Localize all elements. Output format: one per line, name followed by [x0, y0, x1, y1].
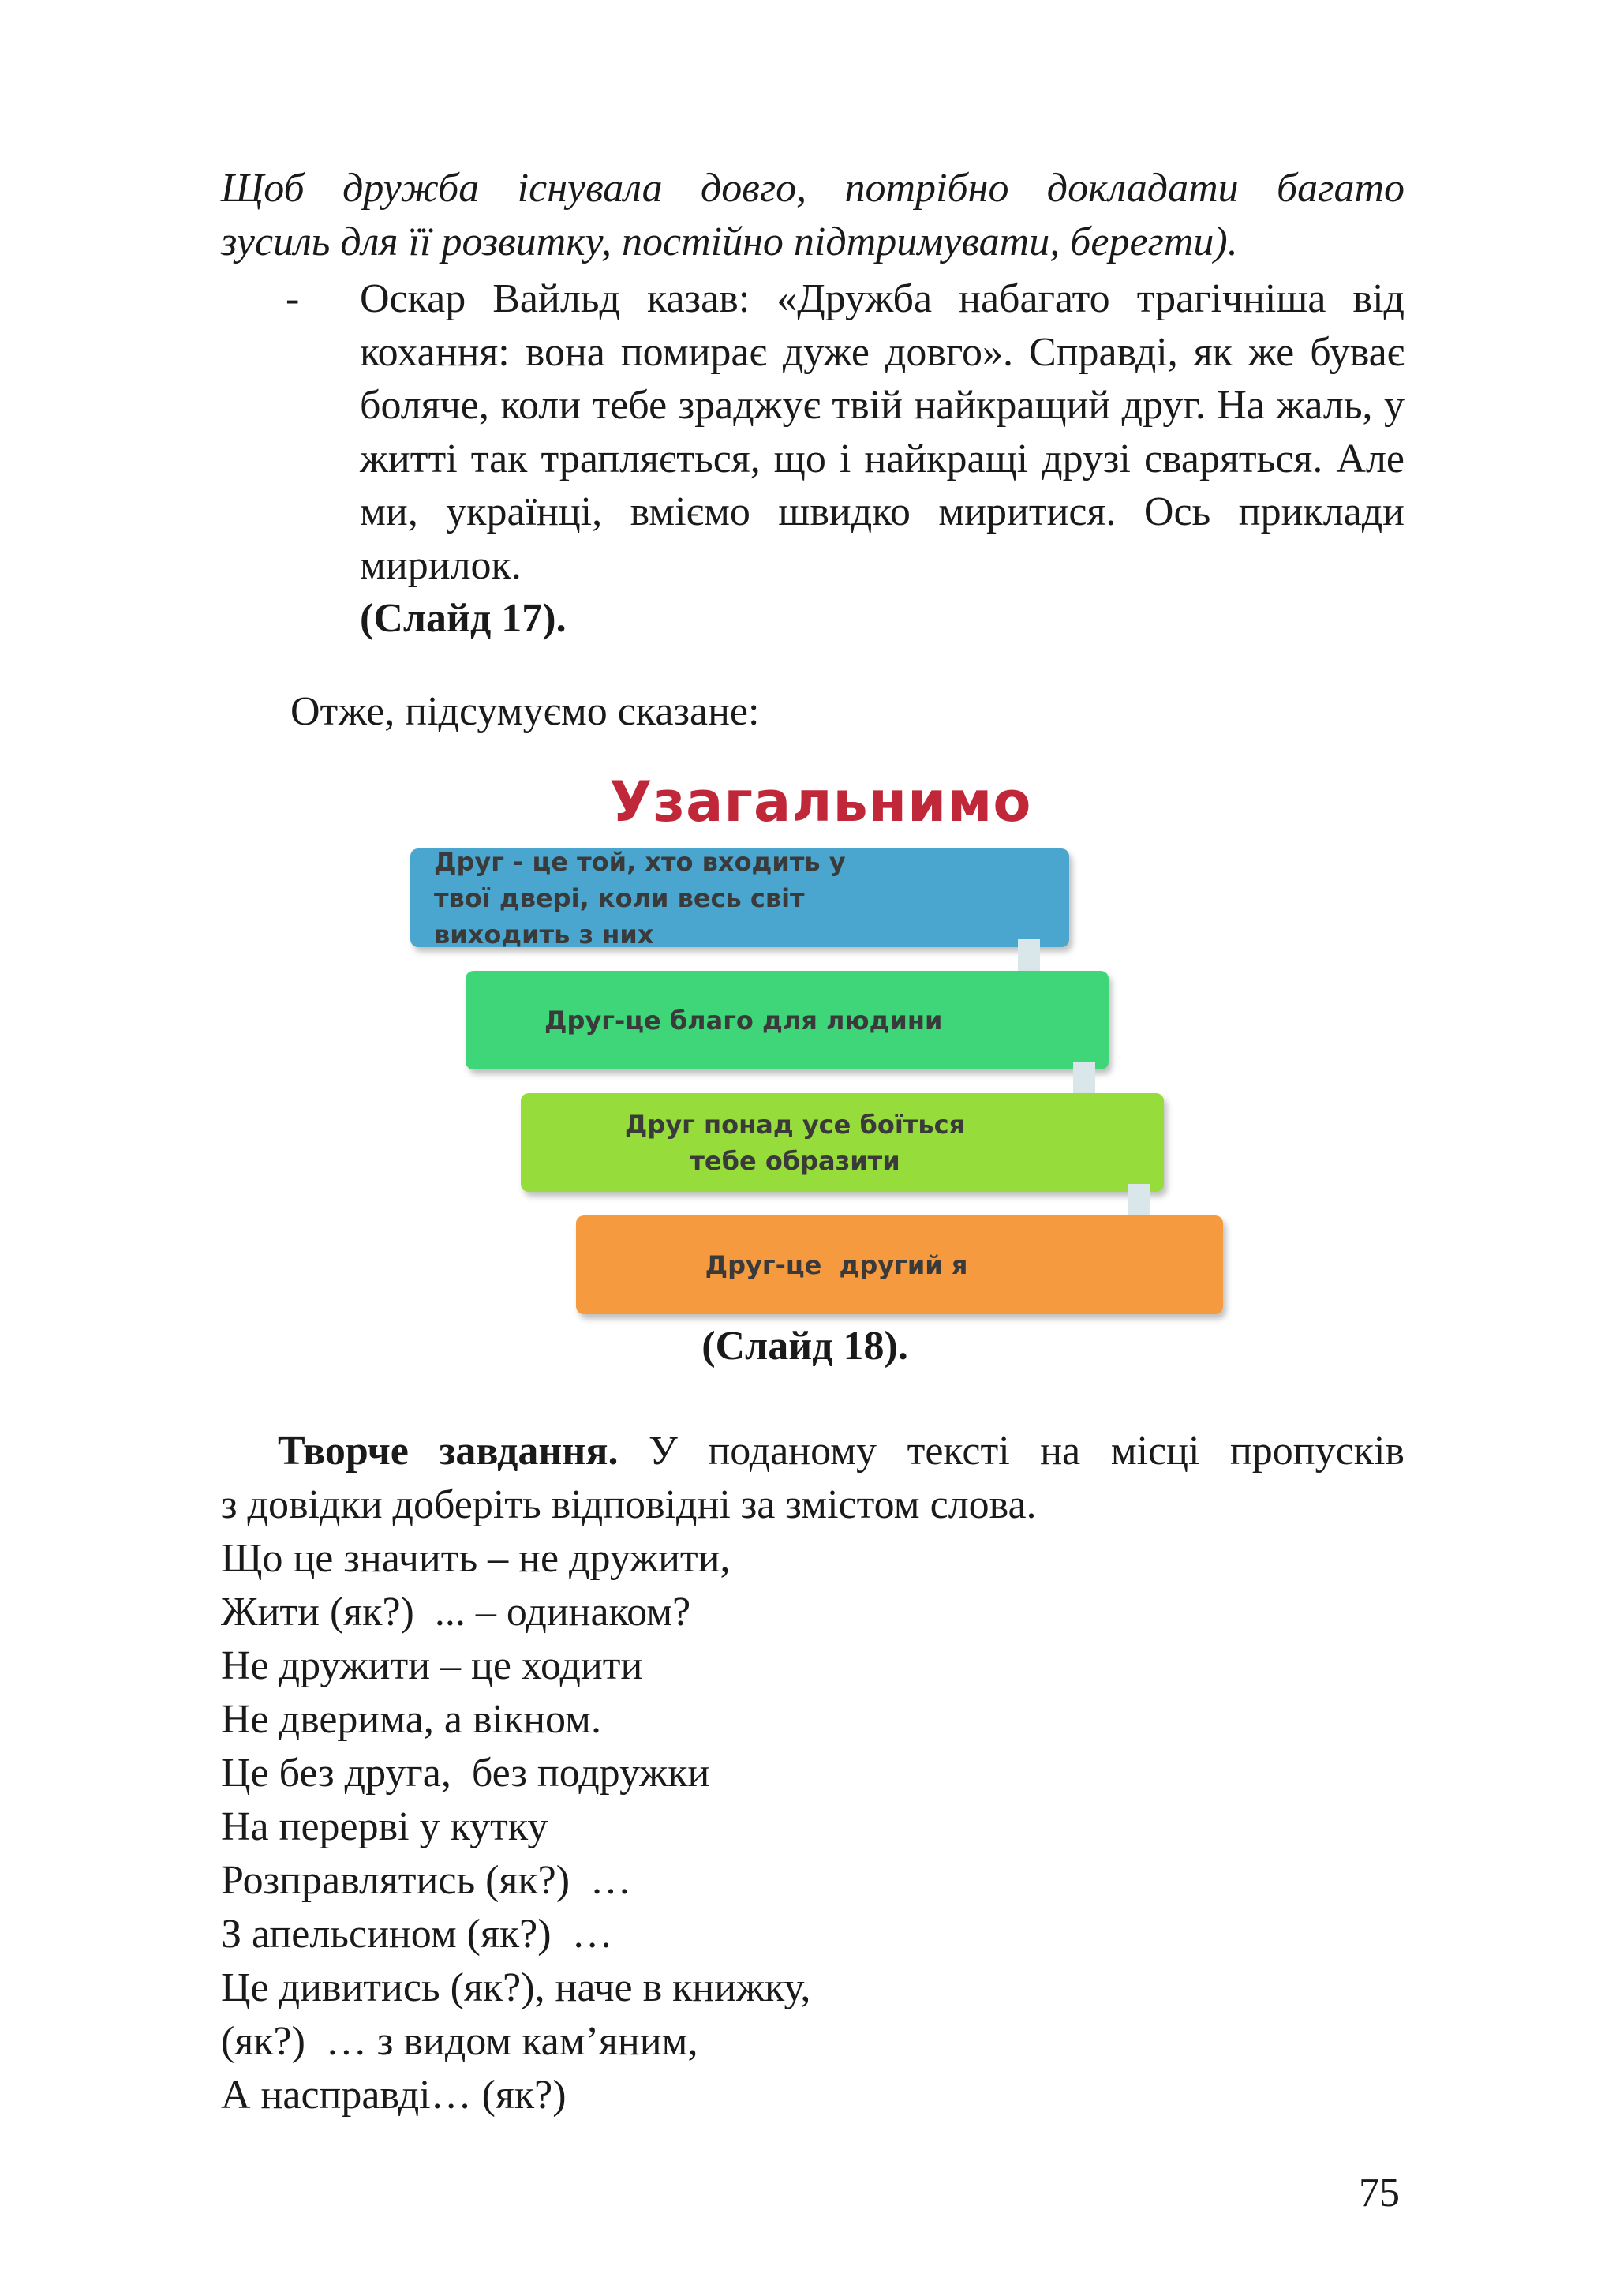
poem-line: (як?) … з видом кам’яним,: [221, 2019, 698, 2064]
diagram-step-1: [410, 848, 1069, 947]
diagram-step-1-text: Друг - це той, хто входить у твої двері, коли весь світ виходить з них: [434, 846, 846, 949]
poem-line: Не дверима, а вікном.: [221, 1697, 601, 1742]
poem-line: На перерві у кутку: [221, 1804, 548, 1849]
diagram-step-3-text: Друг понад усе боїться тебе образити: [624, 1109, 966, 1176]
poem-line: Жити (як?) ... – одинаком?: [221, 1590, 691, 1635]
slide-18-reference: [0, 1320, 1616, 1373]
task-line-2: з довідки доберіть відповідні за змістом слова.: [221, 1482, 1037, 1527]
poem-line: А насправді… (як?): [221, 2073, 567, 2118]
task-line-1-rest: У поданому тексті на місці пропусків: [618, 1429, 1405, 1474]
poem-line: Це дивитись (як?), наче в книжку,: [221, 1965, 811, 2010]
poem-line: Що це значить – не дружити,: [221, 1536, 731, 1581]
diagram-title: Узагальнимо: [609, 770, 1032, 834]
slide-17-reference: (Слайд 17).: [360, 596, 567, 641]
intro-paragraph: [221, 162, 1405, 269]
list-bullet: -: [286, 276, 300, 321]
poem-line: Не дружити – це ходити: [221, 1643, 643, 1688]
poem: [221, 1532, 810, 2122]
slide-18-text: (Слайд 18).: [701, 1324, 908, 1369]
diagram-step-4-text: Друг-це другий я: [705, 1249, 968, 1280]
summary-intro: Отже, підсумуємо сказане:: [290, 689, 760, 734]
diagram-step-4: [576, 1215, 1223, 1314]
task-line-1: [221, 1425, 1405, 1478]
diagram-step-2: [466, 971, 1109, 1069]
intro-line-2: зусиль для її розвитку, постійно підтримувати, берегти).: [221, 219, 1238, 264]
diagram-step-2-text: Друг-це благо для людини: [544, 1005, 943, 1036]
page-number: 75: [1359, 2171, 1400, 2215]
intro-line-1: Щоб дружба існувала довго, потрібно докладати багато: [221, 166, 1405, 211]
task-heading: Творче завдання.: [278, 1429, 619, 1474]
creative-task-paragraph: [221, 1425, 1405, 1532]
poem-line: Розправлятись (як?) …: [221, 1858, 632, 1903]
diagram-step-3: [521, 1093, 1164, 1192]
poem-line: Це без друга, без подружки: [221, 1751, 710, 1796]
summary-diagram: [402, 762, 1239, 1330]
quote-paragraph: Оскар Вайльд казав: «Дружба набагато трагічніша від кохання: вона помирає дуже довго». Справді, як же буває боляче, коли тебе зраджує твій найкращий друг. На жаль, у житті так трапляється, що і найкращі друзі сваряться. Але ми, українці, вміємо швидко миритися. Ось приклади мирилок.: [360, 276, 1405, 588]
poem-line: З апельсином (як?) …: [221, 1912, 613, 1957]
